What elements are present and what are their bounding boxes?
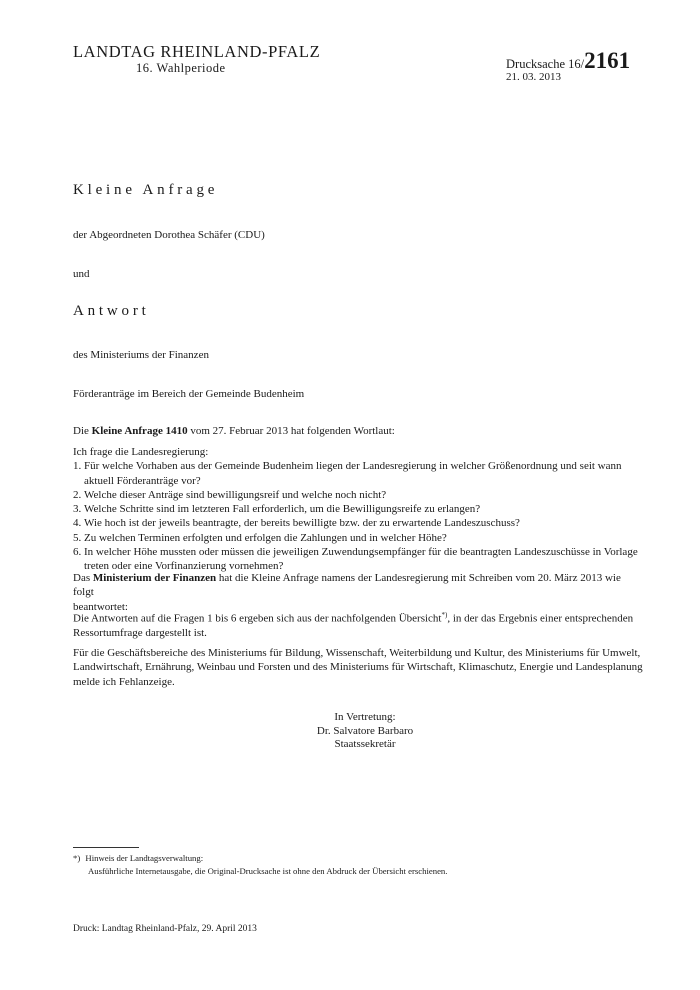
anfrage-reference: Kleine Anfrage 1410 bbox=[91, 425, 188, 437]
question-number: 3. bbox=[73, 503, 82, 516]
question-item bbox=[73, 502, 643, 516]
signature-line: In Vertretung: bbox=[334, 711, 396, 723]
question-text: Zu welchen Terminen erfolgten und erfolgen die Zahlungen und in welcher Höhe? bbox=[84, 531, 447, 544]
print-info: Druck: Landtag Rheinland-Pfalz, 29. April 2013 bbox=[73, 924, 257, 934]
question-text: Wie hoch ist der jeweils beantragte, der bereits bewilligte bzw. der zu erwartende Landeszuschuss? bbox=[84, 517, 520, 530]
question-item bbox=[73, 516, 643, 530]
author-line: der Abgeordneten Dorothea Schäfer (CDU) bbox=[73, 229, 265, 241]
answer-text: Für die Geschäftsbereiche des Ministeriums für Bildung, Wissenschaft, Weiterbildung und Kultur, des Ministeriums für Umwelt, bbox=[73, 647, 641, 659]
question-text: aktuell Förderanträge vor? bbox=[84, 474, 201, 487]
questions-block bbox=[73, 445, 643, 574]
signature-block bbox=[300, 711, 430, 752]
signatory-role: Staatssekretär bbox=[334, 738, 396, 750]
answer-text: Die Antworten auf die Fragen 1 bis 6 ergeben sich aus der nachfolgenden Übersicht bbox=[73, 612, 442, 625]
drucksache-number: 2161 bbox=[584, 48, 631, 73]
answer-text: beantwortet: bbox=[73, 600, 128, 613]
intro-paragraph bbox=[73, 424, 395, 438]
footnote-mark: *) bbox=[73, 853, 81, 863]
footnote-heading bbox=[73, 853, 203, 863]
questions-list bbox=[73, 459, 643, 573]
question-text: Welche dieser Anträge sind bewilligungsreif und welche noch nicht? bbox=[84, 488, 387, 501]
answer-paragraph-2 bbox=[73, 608, 643, 640]
and-line: und bbox=[73, 268, 90, 280]
question-number: 1. bbox=[73, 460, 82, 473]
question-text: In welcher Höhe mussten oder müssen die jeweiligen Zuwendungsempfänger für die beantragten Landeszuschüsse in Vorlage bbox=[84, 546, 638, 559]
question-text: treten oder eine Vorfinanzierung vornehmen? bbox=[84, 560, 284, 573]
question-item bbox=[73, 488, 643, 502]
question-number: 4. bbox=[73, 517, 82, 530]
parliament-title: LANDTAG RHEINLAND-PFALZ bbox=[73, 42, 321, 61]
legislative-period: 16. Wahlperiode bbox=[136, 61, 226, 75]
footnote-divider bbox=[73, 847, 139, 848]
question-item bbox=[73, 545, 643, 574]
drucksache-label: Drucksache 16/ bbox=[506, 57, 585, 71]
question-number: 5. bbox=[73, 531, 82, 544]
answer-paragraph-3 bbox=[73, 646, 653, 689]
ministry-line: des Ministeriums der Finanzen bbox=[73, 349, 209, 361]
question-number: 2. bbox=[73, 488, 82, 501]
question-item bbox=[73, 531, 643, 545]
question-number: 6. bbox=[73, 546, 82, 559]
answer-ministry: Ministerium der Finanzen bbox=[92, 572, 217, 584]
answer-text: Landwirtschaft, Ernährung, Weinbau und Forsten und des Ministeriums für Wirtschaft, Klimaschutz, Energie und Landesplanung bbox=[73, 661, 643, 674]
kleine-anfrage-heading: Kleine Anfrage bbox=[73, 182, 219, 198]
intro-prefix: Die bbox=[73, 425, 89, 437]
answer-text: melde ich Fehlanzeige. bbox=[73, 675, 175, 688]
answer-text: Ressortumfrage dargestellt ist. bbox=[73, 626, 207, 639]
subject-line: Förderanträge im Bereich der Gemeinde Budenheim bbox=[73, 388, 305, 400]
answer-prefix: Das bbox=[73, 572, 91, 584]
question-item bbox=[73, 459, 643, 488]
signatory-name: Dr. Salvatore Barbaro bbox=[316, 724, 414, 737]
footnote-label: Hinweis der Landtagsverwaltung: bbox=[85, 853, 204, 863]
footnote-reference: *) bbox=[441, 611, 448, 619]
drucksache-date: 21. 03. 2013 bbox=[506, 71, 561, 83]
footnote-text: Ausführliche Internetausgabe, die Original-Drucksache ist ohne den Abdruck der Übersicht erschienen. bbox=[88, 866, 448, 876]
question-text: Für welche Vorhaben aus der Gemeinde Budenheim liegen der Landesregierung in welcher Größenordnung und seit wann bbox=[84, 460, 622, 473]
question-text: Welche Schritte sind im letzteren Fall erforderlich, um die Bewilligungsreife zu erlangen? bbox=[84, 503, 481, 516]
answer-text: , in der das Ergebnis einer entsprechenden bbox=[447, 612, 634, 625]
intro-suffix: vom 27. Februar 2013 hat folgenden Wortlaut: bbox=[190, 425, 395, 437]
answer-text: hat die Kleine Anfrage namens der Landesregierung mit Schreiben vom 20. März 2013 wie folgt bbox=[73, 572, 621, 599]
questions-lead: Ich frage die Landesregierung: bbox=[73, 446, 209, 458]
antwort-heading: Antwort bbox=[73, 303, 150, 319]
